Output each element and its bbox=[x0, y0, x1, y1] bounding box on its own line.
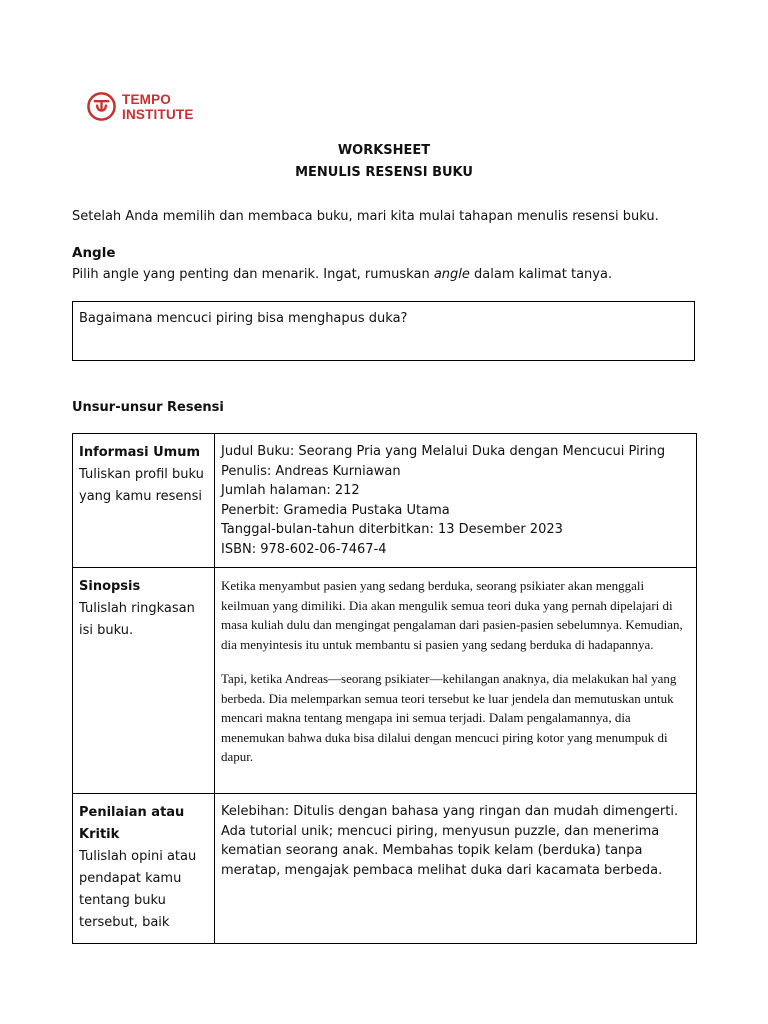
table-row-sinopsis bbox=[73, 568, 697, 794]
info-halaman: Jumlah halaman: 212 bbox=[221, 483, 360, 498]
intro-text: Setelah Anda memilih dan membaca buku, mari kita mulai tahapan menulis resensi buku. bbox=[72, 209, 659, 224]
informasi-umum-label: Informasi Umum bbox=[79, 445, 201, 460]
angle-instruction-start: Pilih angle yang penting dan menarik. Ingat, rumuskan bbox=[72, 267, 434, 282]
table-row-penilaian bbox=[73, 794, 697, 944]
unsur-heading: Unsur-unsur Resensi bbox=[72, 400, 224, 415]
logo-line-1: TEMPO bbox=[122, 91, 172, 107]
informasi-umum-desc: Tuliskan profil buku yang kamu resensi bbox=[79, 467, 204, 504]
sinopsis-paragraph-2: Tapi, ketika Andreas—seorang psikiater—kehilangan anaknya, dia melakukan hal yang berbeda. Dia melemparkan semua teori tersebut ke luar jendela dan memutuskan untuk mencari makna tentang mengapa ini semua terjadi. Dalam pengalamannya, dia menemukan bahwa duka bisa dilalui dengan mencuci piring kotor yang menumpuk di dapur. bbox=[221, 671, 677, 764]
table-row-informasi-umum bbox=[73, 434, 697, 568]
info-tanggal: Tanggal-bulan-tahun diterbitkan: 13 Desember 2023 bbox=[221, 522, 563, 537]
logo-line-2: INSTITUTE bbox=[122, 106, 194, 122]
informasi-umum-content[interactable] bbox=[215, 434, 697, 568]
penilaian-label-cell bbox=[73, 794, 215, 944]
penilaian-text: Kelebihan: Ditulis dengan bahasa yang ringan dan mudah dimengerti. Ada tutorial unik; mencuci piring, menyusun puzzle, dan menerima kematian seorang anak. Membahas topik kelam (berduka) tanpa meratap, mengajak pembaca melihat duka dari kacamata berbeda. bbox=[221, 804, 679, 878]
worksheet-subtitle: MENULIS RESENSI BUKU bbox=[295, 165, 473, 180]
sinopsis-desc: Tulislah ringkasan isi buku. bbox=[79, 601, 195, 638]
angle-instruction-end: dalam kalimat tanya. bbox=[469, 267, 613, 282]
worksheet-title: WORKSHEET bbox=[337, 143, 431, 158]
sinopsis-paragraph-1: Ketika menyambut pasien yang sedang berduka, seorang psikiater akan menggali keilmuan yang dimiliki. Dia akan mengulik semua teori duka yang pernah dipelajari di masa kuliah dulu dan mengingat pengalaman dari pasien-pasien sebelumnya. Kemudian, dia menyintesis itu untuk membantu si pasien yang sedang berduka di hadapannya. bbox=[221, 578, 683, 652]
penilaian-label: Penilaian atau Kritik bbox=[79, 805, 185, 842]
info-isbn: ISBN: 978-602-06-7467-4 bbox=[221, 541, 387, 557]
info-penerbit: Penerbit: Gramedia Pustaka Utama bbox=[221, 502, 450, 518]
tempo-institute-emblem-icon bbox=[86, 91, 117, 122]
informasi-umum-label-cell bbox=[73, 434, 215, 568]
tempo-institute-logo bbox=[86, 91, 194, 122]
resensi-table bbox=[72, 433, 697, 944]
info-judul: Judul Buku: Seorang Pria yang Melalui Duka dengan Mencucui Piring bbox=[221, 444, 666, 459]
info-penulis: Penulis: Andreas Kurniawan bbox=[221, 463, 401, 479]
angle-instruction bbox=[72, 267, 612, 282]
penilaian-desc: Tulislah opini atau pendapat kamu tentang buku tersebut, baik bbox=[79, 849, 197, 930]
angle-answer-box[interactable]: Bagaimana mencuci piring bisa menghapus duka? bbox=[72, 301, 695, 361]
sinopsis-label: Sinopsis bbox=[79, 579, 141, 594]
sinopsis-content[interactable] bbox=[215, 568, 697, 794]
sinopsis-label-cell bbox=[73, 568, 215, 794]
angle-instruction-italic: angle bbox=[433, 267, 470, 282]
logo-wordmark bbox=[122, 92, 194, 122]
angle-heading: Angle bbox=[72, 245, 116, 261]
penilaian-content[interactable] bbox=[215, 794, 697, 944]
